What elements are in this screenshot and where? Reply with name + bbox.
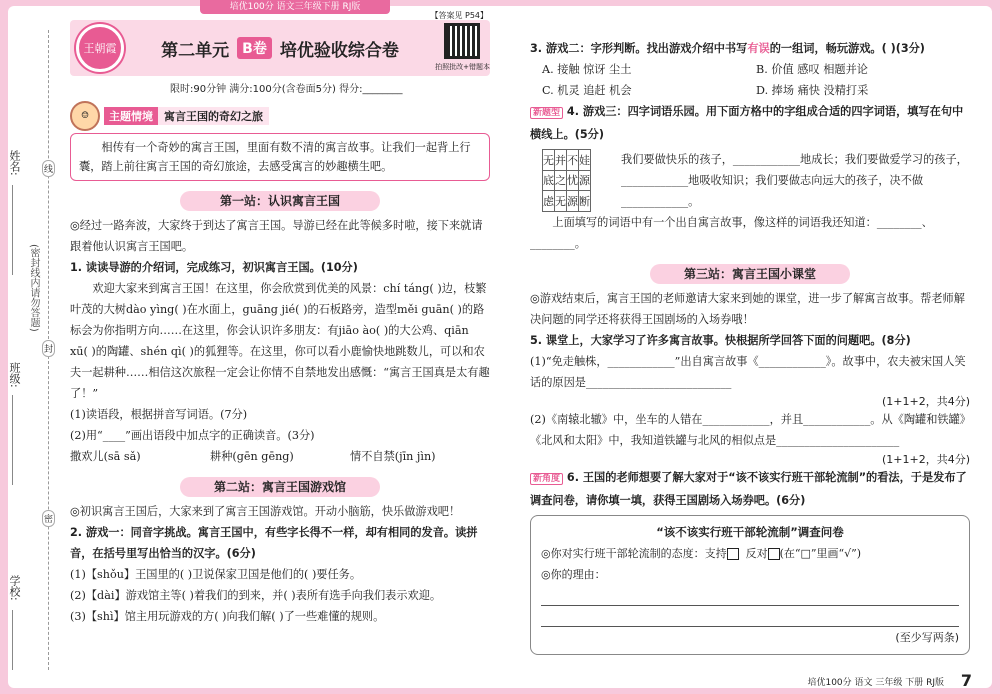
survey-foot: (至少写两条) <box>895 631 959 644</box>
station3-lead: ◎游戏结束后，寓言王国的老师邀请大家来到她的课堂，进一步了解寓言故事。帮老师解决问题的同学还将获得王国剧场的入场券哦！ <box>530 292 965 326</box>
grid-cell: 并 <box>555 150 567 171</box>
school-label: 学校: <box>8 575 21 601</box>
theme-row <box>70 101 490 131</box>
q6-tag: 新角度 <box>530 473 563 485</box>
survey-box <box>530 515 970 655</box>
q3-option-a[interactable]: A. 接触 惊讶 尘土 <box>542 63 632 76</box>
grid-cell: 虑 <box>543 191 555 212</box>
q3-highlight: 有误 <box>747 42 770 55</box>
station2-title: 第二站：寓言王国游戏馆 <box>180 477 380 497</box>
footer-text: 培优100分 语文 三年级 下册 RJ版 <box>807 678 944 688</box>
grid-cell: 娃 <box>579 150 591 171</box>
grid-cell: 之 <box>555 170 567 191</box>
grid-cell: 源 <box>567 191 579 212</box>
q2-title: 2. 游戏一：同音字挑战。寓言王国中，有些字长得不一样，却有相同的发音。读拼音，在括号里写出恰当的汉字。(6分) <box>70 526 478 560</box>
cut-tag-secret: 密 <box>42 510 55 527</box>
q3-option-b[interactable]: B. 价值 感叹 相题并论 <box>756 63 868 76</box>
q5-title: 5. 课堂上，大家学习了许多寓言故事。快根据所学回答下面的问题吧。(8分) <box>530 334 911 347</box>
qr-code-icon[interactable] <box>444 23 480 59</box>
q3-option-c[interactable]: C. 机灵 追赶 机会 <box>542 84 632 97</box>
q4-text: 4. 游戏三：四字词语乐园。用下面方格中的字组成合适的四字词语，填写在句中横线上。(5分) <box>530 105 964 141</box>
station2-lead: ◎初识寓言王国后，大家来到了寓言王国游戏馆。开动小脑筋，快乐做游戏吧！ <box>70 505 461 518</box>
grid-cell: 无 <box>555 191 567 212</box>
paper-badge: B卷 <box>237 37 272 59</box>
q4-tag: 新题型 <box>530 107 563 119</box>
survey-reason-label: ◎你的理由： <box>541 568 606 581</box>
q5-score-1: (1+1+2，共4分) <box>881 395 970 408</box>
q1-choices <box>70 446 490 467</box>
grid-cell: 无 <box>543 150 555 171</box>
q1-sub1: (1)读语段，根据拼音写词语。(7分) <box>70 408 248 421</box>
station1-lead: ◎经过一路奔波，大家终于到达了寓言王国。导游已经在此等候多时啦，接下来就请跟着他认识寓言王国吧。 <box>70 219 483 253</box>
header-box <box>70 11 490 76</box>
support-checkbox[interactable] <box>727 548 739 560</box>
q3-option-d[interactable]: D. 捧场 痛快 没精打采 <box>756 84 869 97</box>
q4-title <box>530 101 970 145</box>
choice-2[interactable]: 耕种(gēn gēng) <box>210 450 294 463</box>
oppose-checkbox[interactable] <box>768 548 780 560</box>
q5-score-2: (1+1+2，共4分) <box>881 453 970 466</box>
q5-part2[interactable]: (2)《南辕北辙》中，坐车的人错在____________，并且____________。从《陶罐和铁罐》《北风和太阳》中，我知道铁罐与北风的相似点是______________________ <box>530 413 966 447</box>
q4-sentences[interactable]: 我们要做快乐的孩子，____________地成长；我们要做爱学习的孩子，____________地吸收知识；我们要做志向远大的孩子，决不做____________。 <box>621 153 968 208</box>
q4-followup[interactable]: 上面填写的词语中有一个出自寓言故事，像这样的词语我还知道：________、________。 <box>530 216 933 250</box>
grid-cell: 忧 <box>567 170 579 191</box>
exam-meta: 限时:90分钟 满分:100分(含卷面5分) 得分:________ <box>170 84 403 95</box>
theme-title: 寓言王国的奇幻之旅 <box>158 107 269 125</box>
q6-text: 6. 王国的老师想要了解大家对于“该不该实行班干部轮流制”的看法，于是发布了调查问卷，请你填一填，获得王国剧场入场券吧。(6分) <box>530 471 967 507</box>
choice-3[interactable]: 情不自禁(jīn jìn) <box>350 450 436 463</box>
cut-tag-line: 线 <box>42 160 55 177</box>
name-line <box>12 185 13 275</box>
q2-item-2[interactable]: (2)【dài】游戏馆主等( )着我们的到来，并( )表所有选手向我们表示欢迎。 <box>70 589 442 602</box>
side-binding <box>0 0 60 694</box>
q1-sub2: (2)用“____”画出语段中加点字的正确读音。(3分) <box>70 429 315 442</box>
station3-title: 第三站：寓言王国小课堂 <box>650 264 850 284</box>
q3-options <box>530 59 970 101</box>
support-label: ◎你对实行班干部轮流制的态度：支持 <box>541 547 727 560</box>
seal-note: (密封线内请勿答题) <box>28 244 39 332</box>
class-line <box>12 395 13 485</box>
page-number: 7 <box>960 671 972 690</box>
brand-logo: 王朝霞 <box>76 24 124 72</box>
q6-title <box>530 467 970 511</box>
reason-line-1[interactable] <box>541 585 959 606</box>
left-column <box>70 11 490 627</box>
name-label: 姓名: <box>8 150 21 176</box>
q3-text: 3. 游戏二：字形判断。找出游戏介绍中书写 <box>530 42 748 55</box>
survey-attitude <box>541 543 959 564</box>
check-hint: (在“□”里画“√”) <box>779 547 862 560</box>
grid-cell: 底 <box>543 170 555 191</box>
right-column <box>530 38 970 655</box>
q1-title: 1. 读读导游的介绍词，完成练习，初识寓言王国。(10分) <box>70 261 358 274</box>
oppose-label: 反对 <box>745 547 768 560</box>
answer-ref: 【答案见 P54】 <box>430 11 488 20</box>
idiom-grid <box>542 149 591 212</box>
reason-line-2[interactable] <box>541 606 959 627</box>
top-band: 培优100分 语文三年级下册 RJ版 <box>200 0 390 14</box>
grid-cell: 断 <box>579 191 591 212</box>
q3-title <box>530 38 970 59</box>
q2-item-3[interactable]: (3)【shì】馆主用玩游戏的方( )向我们解( )了一些难懂的规则。 <box>70 610 385 623</box>
paper-title: 培优验收综合卷 <box>279 40 399 61</box>
q1-passage[interactable]: 欢迎大家来到寓言王国！在这里，你会欣赏到优美的风景：chí táng( )边，枝繁叶茂的大树dào yìng( )在水面上，guāng jié( )的石板路旁，造型měi guān( )的路标会为你指明方向……在这里，你会认识许多朋友：有jiāo ào( )的大公鸡、qiān xū( )的陶罐、shén qì( )的狐狸等。在这里，你可以看小鹿愉快地跳数儿，可以和农夫一起耕种……相信这次旅程一定会让你情不自禁地发出感慨：“寓言王国真是太有趣了！” <box>70 282 490 400</box>
class-label: 班级: <box>8 362 21 388</box>
cut-tag-seal: 封 <box>42 340 55 357</box>
school-line <box>12 610 13 670</box>
unit-label: 第二单元 <box>161 40 230 61</box>
q5-part1[interactable]: (1)“免走触株，____________”出自寓言故事《____________》。故事中，农夫被宋国人笑话的原因是__________________________ <box>530 355 966 389</box>
grid-cell: 不 <box>567 150 579 171</box>
q3-end: 的一组词，畅玩游戏。( )(3分) <box>769 42 925 55</box>
theme-tag: 主题情境 <box>104 107 158 125</box>
survey-title: “该不该实行班干部轮流制”调查问卷 <box>656 525 844 539</box>
q2-item-1[interactable]: (1)【shǒu】王国里的( )卫说保家卫国是他们的( )要任务。 <box>70 568 362 581</box>
child-avatar-icon: ☺ <box>70 101 100 131</box>
theme-intro: 相传有一个奇妙的寓言王国，里面有数不清的寓言故事。让我们一起背上行囊，踏上前往寓言王国的奇幻旅途，去感受寓言的妙趣横生吧。 <box>70 133 490 181</box>
q4-body <box>530 149 970 212</box>
station1-title: 第一站：认识寓言王国 <box>180 191 380 211</box>
choice-1[interactable]: 撒欢儿(sā sǎ) <box>70 450 141 463</box>
grid-cell: 源 <box>579 170 591 191</box>
qr-caption: 拍照批改+错题本 <box>435 63 490 71</box>
